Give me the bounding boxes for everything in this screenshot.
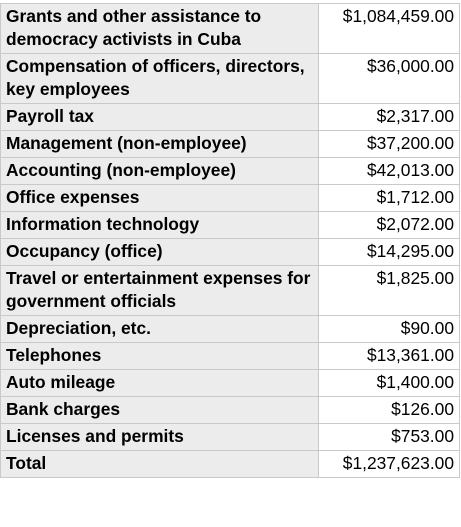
table-row <box>1 316 460 343</box>
table-row <box>1 104 460 131</box>
expense-amount-information-technology[interactable]: $2,072.00 <box>319 212 460 239</box>
expense-amount-accounting[interactable]: $42,013.00 <box>319 158 460 185</box>
expense-amount-telephones[interactable]: $13,361.00 <box>319 343 460 370</box>
expense-label-occupancy[interactable]: Occupancy (office) <box>1 239 319 266</box>
expense-amount-depreciation[interactable]: $90.00 <box>319 316 460 343</box>
expense-label-auto-mileage[interactable]: Auto mileage <box>1 370 319 397</box>
expense-label-office-expenses[interactable]: Office expenses <box>1 185 319 212</box>
expense-amount-travel[interactable]: $1,825.00 <box>319 266 460 316</box>
table-row <box>1 266 460 316</box>
expense-label-grants[interactable]: Grants and other assistance to democracy activists in Cuba <box>1 4 319 54</box>
table-row <box>1 424 460 451</box>
expense-label-management[interactable]: Management (non-employee) <box>1 131 319 158</box>
expense-label-payroll-tax[interactable]: Payroll tax <box>1 104 319 131</box>
table-row <box>1 397 460 424</box>
expense-amount-grants[interactable]: $1,084,459.00 <box>319 4 460 54</box>
expense-amount-office-expenses[interactable]: $1,712.00 <box>319 185 460 212</box>
expense-label-depreciation[interactable]: Depreciation, etc. <box>1 316 319 343</box>
table-row <box>1 131 460 158</box>
table-row <box>1 212 460 239</box>
expense-label-licenses[interactable]: Licenses and permits <box>1 424 319 451</box>
total-label[interactable]: Total <box>1 451 319 478</box>
total-amount[interactable]: $1,237,623.00 <box>319 451 460 478</box>
table-row <box>1 370 460 397</box>
expense-label-compensation[interactable]: Compensation of officers, directors, key employees <box>1 54 319 104</box>
table-row-total <box>1 451 460 478</box>
expense-amount-licenses[interactable]: $753.00 <box>319 424 460 451</box>
table-row <box>1 4 460 54</box>
expense-label-travel[interactable]: Travel or entertainment expenses for government officials <box>1 266 319 316</box>
expense-amount-compensation[interactable]: $36,000.00 <box>319 54 460 104</box>
expense-label-accounting[interactable]: Accounting (non-employee) <box>1 158 319 185</box>
expense-amount-bank-charges[interactable]: $126.00 <box>319 397 460 424</box>
expense-amount-payroll-tax[interactable]: $2,317.00 <box>319 104 460 131</box>
expense-label-bank-charges[interactable]: Bank charges <box>1 397 319 424</box>
expense-table <box>0 3 460 478</box>
table-row <box>1 158 460 185</box>
expense-amount-management[interactable]: $37,200.00 <box>319 131 460 158</box>
expense-label-information-technology[interactable]: Information technology <box>1 212 319 239</box>
expense-amount-occupancy[interactable]: $14,295.00 <box>319 239 460 266</box>
table-row <box>1 343 460 370</box>
expense-label-telephones[interactable]: Telephones <box>1 343 319 370</box>
expense-amount-auto-mileage[interactable]: $1,400.00 <box>319 370 460 397</box>
table-row <box>1 239 460 266</box>
table-row <box>1 185 460 212</box>
table-row <box>1 54 460 104</box>
